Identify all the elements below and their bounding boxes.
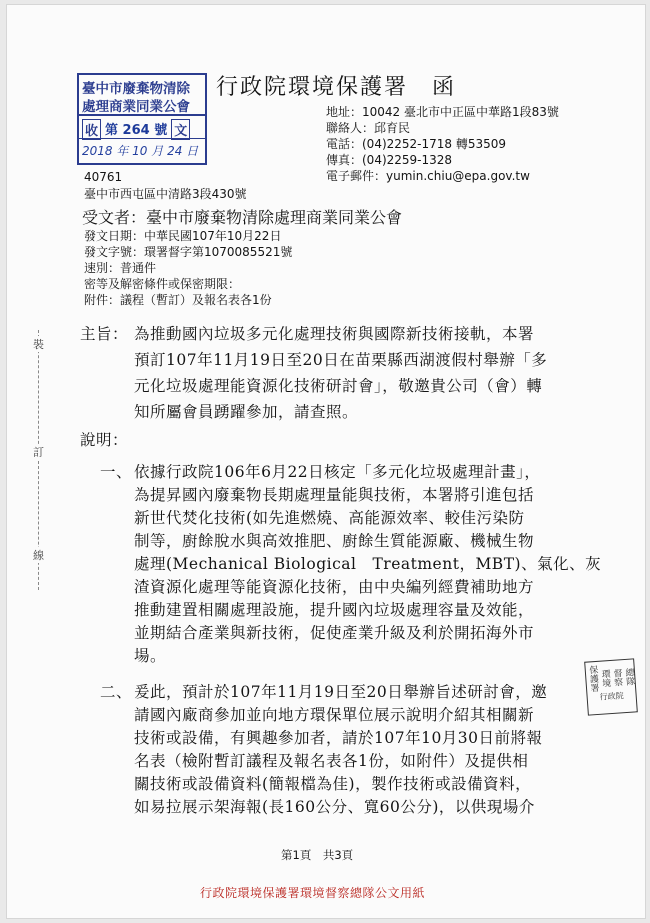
- item-1-line: 場。: [134, 647, 167, 665]
- item-2-line: 關技術或設備資料(簡報檔為佳)，製作技術或設備資料，: [134, 775, 532, 793]
- item-1-line: 為提昇國內廢棄物長期處理量能與技術，本署將引進包括: [134, 486, 535, 504]
- document-title: 行政院環境保護署 函: [216, 75, 457, 100]
- recipient: 受文者：臺中市廢棄物清除處理商業同業公會: [82, 208, 403, 227]
- stamp-line1: 臺中市廢棄物清除: [82, 81, 190, 97]
- official-seal: [584, 658, 638, 715]
- seal-text: 總隊: [623, 666, 635, 686]
- issue-date: 發文日期：中華民國107年10月22日: [84, 229, 282, 243]
- attachments: 附件：議程（暫訂）及報名表各1份: [84, 293, 272, 307]
- item-1-line: 渣資源化處理等能資源化技術，由中央編列經費補助地方: [134, 578, 535, 596]
- item-1-marker: 一、: [100, 463, 133, 481]
- stamp-receipt-suffix: 文: [171, 119, 190, 140]
- item-2-marker: 二、: [100, 683, 133, 701]
- sender-address: 地址：10042 臺北市中正區中華路1段83號: [326, 105, 559, 119]
- item-2-line: 名表（檢附暫訂議程及報名表各1份，如附件）及提供相: [134, 752, 529, 770]
- binding-mark: 訂: [33, 446, 44, 459]
- binding-mark: 線: [33, 549, 44, 562]
- item-1-line: 處理(Mechanical Biological Treatment，MBT)、氣化、灰: [134, 555, 602, 573]
- item-2-line: 請國內廠商參加並向地方環保單位展示說明介紹其相關新: [134, 706, 535, 724]
- item-1-line: 依據行政院106年6月22日核定「多元化垃圾處理計畫」，: [134, 463, 541, 481]
- seal-text: 保護署: [586, 664, 599, 693]
- binding-mark: 裝: [33, 338, 44, 351]
- postal-code: 40761: [84, 170, 123, 184]
- item-2-line: 如易拉展示架海報(長160公分、寬60公分)，以供現場介: [134, 798, 535, 816]
- item-1-line: 並期結合產業與新技術，促使產業升級及利於開拓海外市: [134, 624, 535, 642]
- subject-line: 為推動國內垃圾多元化處理技術與國際新技術接軌，本署: [134, 325, 535, 343]
- contact-email: 電子郵件：yumin.chiu@epa.gov.tw: [326, 169, 530, 183]
- stamp-date: 2018 年 10 月 24 日: [82, 144, 199, 158]
- receipt-stamp: [77, 73, 207, 165]
- stamp-receipt-label: 收: [82, 119, 101, 140]
- subject-label: 主旨：: [80, 325, 129, 343]
- recipient-address: 臺中市西屯區中清路3段430號: [84, 187, 247, 201]
- stamp-line2: 處理商業同業公會: [82, 99, 190, 115]
- item-1-line: 制等，廚餘脫水與高效推肥、廚餘生質能源廠、機械生物: [134, 532, 535, 550]
- item-1-line: 新世代焚化技術(如先進燃燒、高能源效率、較佳污染防: [134, 509, 525, 527]
- secrecy-level: 密等及解密條件或保密期限：: [84, 277, 241, 291]
- subject-line: 知所屬會員踴躍參加，請查照。: [134, 403, 359, 421]
- contact-fax: 傳真：(04)2259-1328: [326, 153, 453, 167]
- stamp-receipt-number: 第 264 號: [105, 123, 168, 138]
- seal-text: 督察: [611, 667, 623, 687]
- contact-phone: 電話：(04)2252-1718 轉53509: [326, 137, 507, 151]
- page-number: 第1頁 共3頁: [281, 848, 354, 862]
- delivery-speed: 速別：普通件: [84, 261, 157, 275]
- document-system-label: 行政院環境保護署環境督察總隊公文用紙: [200, 886, 426, 900]
- item-2-line: 爰此，預計於107年11月19日至20日舉辦旨述研討會，邀: [134, 683, 548, 701]
- item-2-line: 技術或設備，有興趣參加者，請於107年10月30日前將報: [134, 729, 543, 747]
- explanation-label: 說明：: [80, 431, 129, 449]
- issue-number: 發文字號：環署督字第1070085521號: [84, 245, 293, 259]
- subject-line: 元化垃圾處理能資源化技術研討會」，敬邀貴公司（會）轉: [134, 377, 543, 395]
- contact-person: 聯絡人：邱育民: [326, 121, 411, 135]
- seal-text: 行政院: [599, 691, 624, 702]
- subject-line: 預訂107年11月19日至20日在苗栗縣西湖渡假村舉辦「多: [134, 351, 548, 369]
- item-1-line: 推動建置相關處理設施，提升國內垃圾處理容量及效能，: [134, 601, 535, 619]
- seal-text: 環境: [599, 668, 611, 688]
